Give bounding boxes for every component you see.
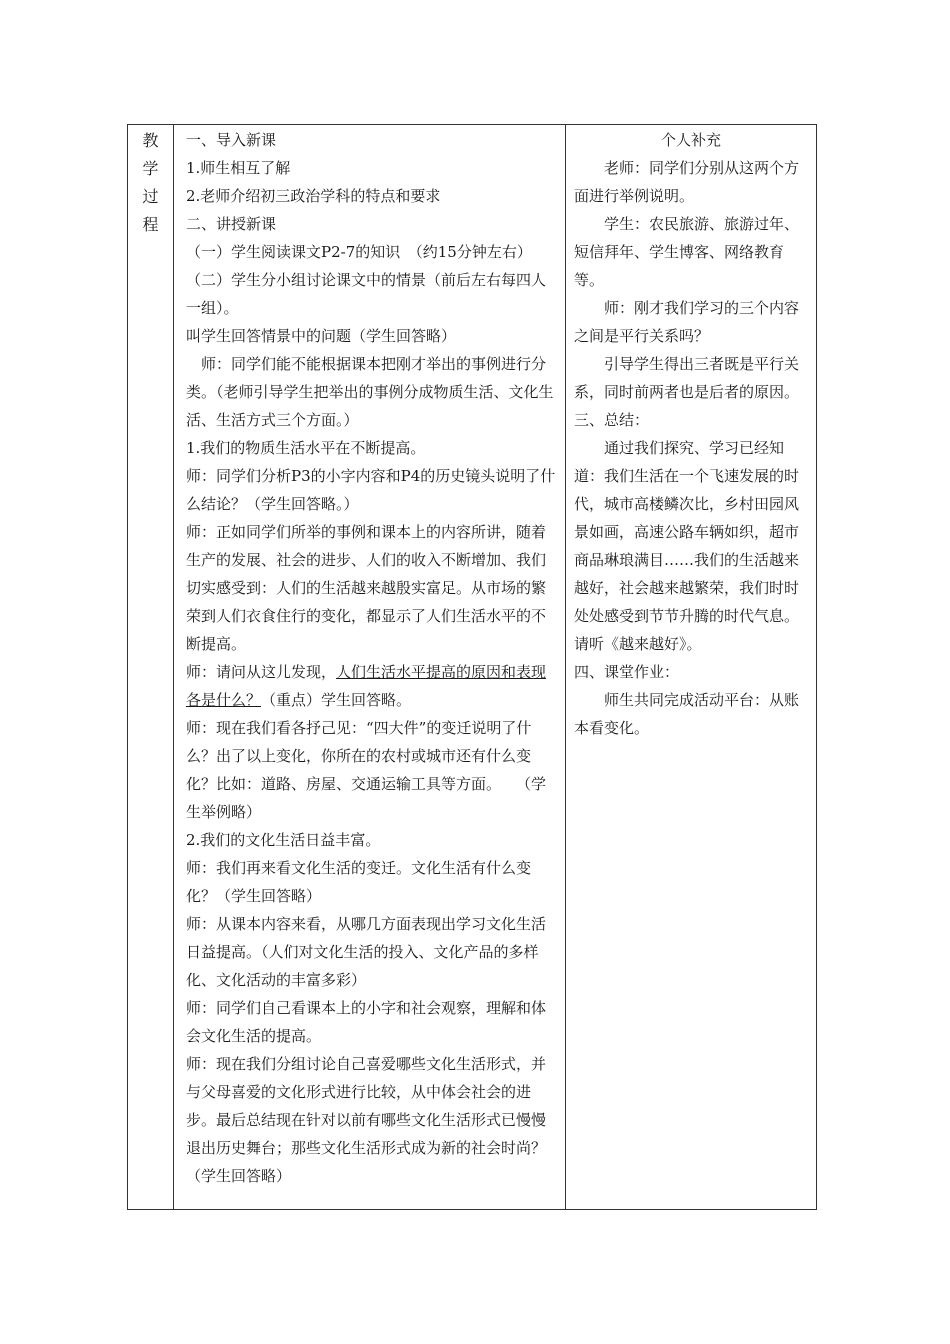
section-heading-homework: 四、课堂作业： [574,663,680,681]
label-char: 学 [142,159,159,178]
content-paragraph: （二）学生分小组讨论课文中的情景（前后左右每四人一组）。 [186,271,547,317]
question-prefix: 师：请问从这儿发现， [186,663,337,681]
personal-notes-cell [566,125,817,1210]
content-paragraph: 师：从课本内容来看，从哪几方面表现出学习文化生活日益提高。（人们对文化生活的投入、文化产品的多样化、文化活动的丰富多彩） [186,915,547,989]
label-char: 教 [142,131,159,150]
section-heading-summary: 三、总结： [574,411,650,429]
underlined-key-question: 人们生活水平提高的原因和表现各是什么？ [186,663,547,709]
question-suffix: （重点）学生回答略。 [261,691,412,709]
notes-paragraph: 老师：同学们分别从这两个方面进行举例说明。 [574,159,800,205]
content-paragraph: 师：同学们分析P3的小字内容和P4的历史镜头说明了什么结论？（学生回答略。） [186,467,556,513]
main-content-cell [174,125,566,1210]
step-item: 1.师生相互了解 [186,159,291,177]
section-heading-lesson: 二、讲授新课 [186,215,277,233]
notes-paragraph: 通过我们探究、学习已经知道：我们生活在一个飞速发展的时代，城市高楼鳞次比，乡村田园风景如画，高速公路车辆如织，超市商品琳琅满目……我们的生活越来越好，社会越来越繁荣，我们时时处处感受到节节升腾的时代气息。请听《越来越好》。 [574,439,800,653]
subheading-cultural-life: 2.我们的文化生活日益丰富。 [186,831,381,849]
content-paragraph-key-question [186,658,559,714]
notes-paragraph: 师生共同完成活动平台：从账本看变化。 [574,691,800,737]
notes-paragraph: 引导学生得出三者既是平行关系，同时前两者也是后者的原因。 [574,355,800,401]
notes-paragraph: 师：刚才我们学习的三个内容之间是平行关系吗？ [574,299,800,345]
content-paragraph: 师：同学们能不能根据课本把刚才举出的事例进行分类。（老师引导学生把举出的事例分成物质生活、文化生活、生活方式三个方面。） [186,355,554,429]
content-paragraph: （一）学生阅读课文P2-7的知识 （约15分钟左右） [186,243,532,261]
label-char: 程 [142,215,159,234]
step-item: 2.老师介绍初三政治学科的特点和要求 [186,187,441,205]
content-paragraph: 叫学生回答情景中的问题（学生回答略） [186,327,457,345]
teaching-process-label [128,125,174,1210]
content-paragraph: 师：我们再来看文化生活的变迁。文化生活有什么变化？（学生回答略） [186,859,532,905]
content-paragraph: 师：正如同学们所举的事例和课本上的内容所讲，随着生产的发展、社会的进步、人们的收入不断增加、我们切实感受到：人们的生活越来越殷实富足。从市场的繁荣到人们衣食住行的变化，都显示了人们生活水平的不断提高。 [186,523,547,653]
content-paragraph: 师：同学们自己看课本上的小字和社会观察，理解和体会文化生活的提高。 [186,999,547,1045]
content-paragraph: 师：现在我们分组讨论自己喜爱哪些文化生活形式，并与父母喜爱的文化形式进行比较，从中体会社会的进步。最后总结现在针对以前有哪些文化生活形式已慢慢退出历史舞台；那些文化生活形式成为新的社会时尚？（学生回答略） [186,1055,547,1185]
section-heading-intro: 一、导入新课 [186,131,277,149]
personal-notes-title: 个人补充 [660,131,721,149]
notes-paragraph: 学生：农民旅游、旅游过年、短信拜年、学生博客、网络教育等。 [574,215,800,289]
label-char: 过 [142,187,159,206]
lesson-plan-table [127,124,817,1210]
subheading-material-life: 1.我们的物质生活水平在不断提高。 [186,439,426,457]
content-paragraph: 师：现在我们看各抒己见：“四大件”的变迁说明了什么？出了以上变化，你所在的农村或城市还有什么变化？比如：道路、房屋、交通运输工具等方面。 （学生举例略） [186,719,547,821]
